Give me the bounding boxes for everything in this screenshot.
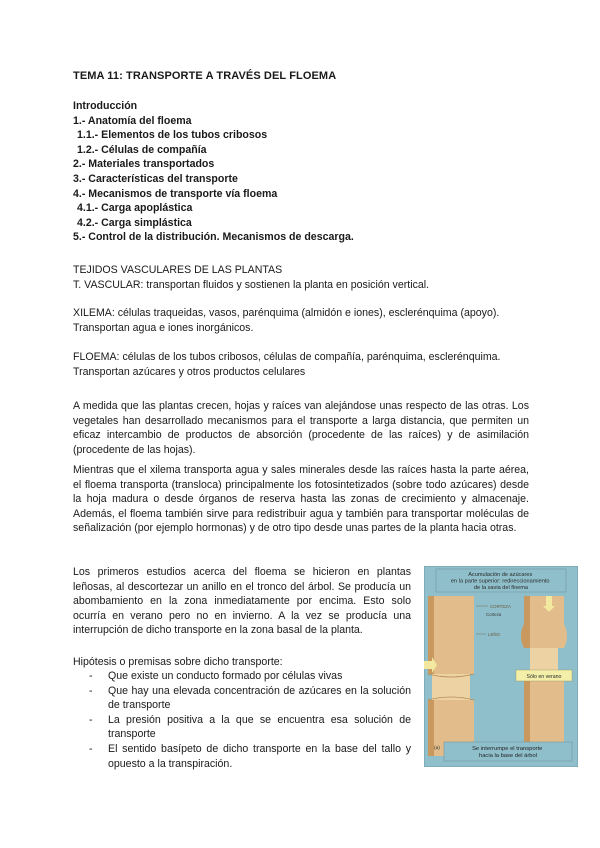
xilema-description: XILEMA: células traqueidas, vasos, parénquima (almidón e iones), esclerénquima (apoyo). Transportan agua e iones inorgánicos. — [73, 307, 500, 334]
hypotheses-intro: Hipótesis o premisas sobre dicho transporte: — [73, 656, 283, 668]
label-wood: LEÑO — [488, 632, 500, 637]
list-item: - El sentido basípeto de dicho transporte en la base del tallo y opuesto a la transpiración. — [73, 742, 411, 771]
toc-item: 4.- Mecanismos de transporte vía floema — [73, 187, 278, 200]
toc-item: 5.- Control de la distribución. Mecanismos de descarga. — [73, 231, 354, 244]
section-tejidos — [73, 263, 533, 292]
girdling-figure — [424, 566, 578, 767]
label-panel: (a) — [434, 746, 440, 751]
label-bark: CORTEZA — [490, 604, 511, 609]
toc-item: 1.2.- Células de compañía — [77, 143, 207, 156]
list-item: - Que hay una elevada concentración de azúcares en la solución de transporte — [73, 684, 411, 713]
figure-caption-bottom: Se interrumpe el transporte hacia la base del árbol — [472, 746, 543, 759]
label-corteza: Corteza — [486, 612, 502, 617]
label-summer: Sólo en verano — [526, 674, 562, 680]
hypotheses-list — [73, 669, 411, 771]
figure-caption-top: Acumulación de azúcares en la parte superior: redireccionamiento de la savia del floema — [450, 572, 550, 591]
toc-item: 1.- Anatomía del floema — [73, 114, 192, 127]
tejidos-definition: T. VASCULAR: transportan fluidos y sostienen la planta en posición vertical. — [73, 278, 430, 291]
table-of-contents — [73, 99, 354, 245]
paragraph: Los primeros estudios acerca del floema se hicieron en plantas leñosas, al descortezar un anillo en el tronco del árbol. Se producía un abombamiento en la zona inmediatamente por encima. Esto solo ocurría en verano pero no en invierno. A la vez se producía una interrupción de dicho transporte en la zona basal de la planta. — [73, 566, 411, 637]
floema-description: FLOEMA: células de los tubos cribosos, células de compañía, parénquima, esclerénquima. Transportan azúcares y otros productos celulares — [73, 351, 501, 378]
toc-item: 4.1.- Carga apoplástica — [77, 202, 193, 215]
document-title: TEMA 11: TRANSPORTE A TRAVÉS DEL FLOEMA — [73, 70, 337, 82]
section-heading: TEJIDOS VASCULARES DE LAS PLANTAS — [73, 264, 283, 276]
list-item: - Que existe un conducto formado por células vivas — [73, 669, 411, 684]
toc-item: 1.1.- Elementos de los tubos cribosos — [77, 129, 268, 142]
paragraph: A medida que las plantas crecen, hojas y raíces van alejándose unas respecto de las otras. Los vegetales han desarrollado mecanismos para el transporte a larga distancia, que permiten un eficaz intercambio de productos de absorción (procedente de las raíces) y de asimilación (procedente de las hojas). — [73, 400, 529, 456]
list-item: - La presión positiva a la que se encuentra esa solución de transporte — [73, 713, 411, 742]
paragraph: Mientras que el xilema transporta agua y sales minerales desde las raíces hasta la parte aérea, el floema transporta (transloca) principalmente los fotosintetizados (sobre todo azúcares) desde la hoja madura o desde órganos de reserva hasta las zonas de crecimiento y almacenaje. Además, el floema también sirve para redistribuir agua y también para transportar moléculas de señalización (por ejemplo hormonas) y de otro tipo desde unas partes de la planta hacia otras. — [73, 464, 529, 535]
toc-item: 2.- Materiales transportados — [73, 158, 215, 171]
toc-item: 4.2.- Carga simplástica — [77, 216, 192, 229]
toc-item: 3.- Características del transporte — [73, 172, 238, 185]
toc-item: Introducción — [73, 100, 138, 112]
left-trunk — [428, 596, 474, 756]
